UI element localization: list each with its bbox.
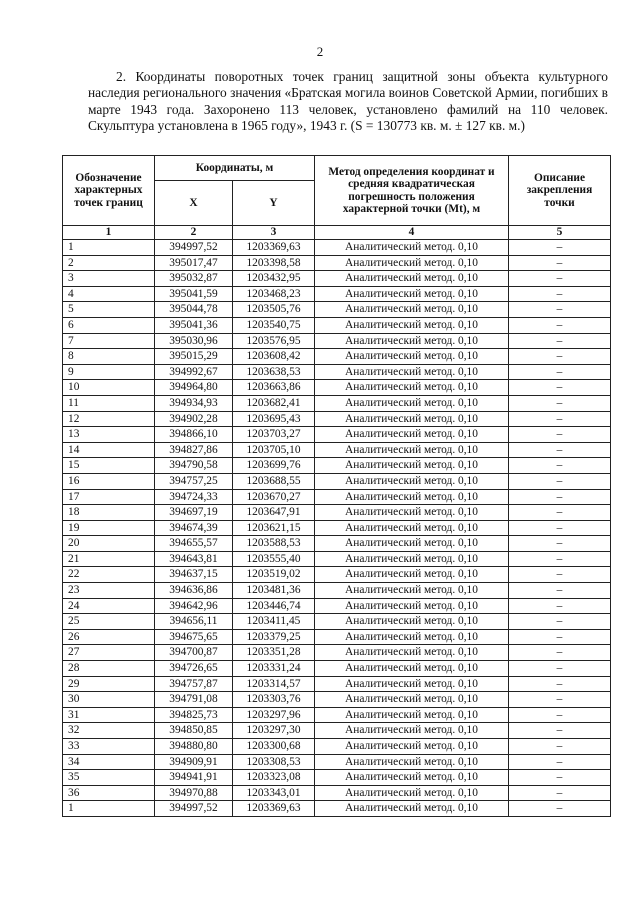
point-cell: 10 (63, 380, 155, 396)
column-number-2: 2 (155, 226, 233, 240)
point-cell: 11 (63, 395, 155, 411)
x-cell: 394902,28 (155, 411, 233, 427)
y-cell: 1203688,55 (233, 473, 315, 489)
y-cell: 1203621,15 (233, 520, 315, 536)
x-cell: 394825,73 (155, 707, 233, 723)
x-cell: 394827,86 (155, 442, 233, 458)
column-number-4: 4 (315, 226, 509, 240)
header-method: Метод определения координат и средняя квадратическая погрешность положения характерной точки (Mt), м (315, 156, 509, 226)
point-cell: 4 (63, 286, 155, 302)
x-cell: 394726,65 (155, 661, 233, 677)
x-cell: 394655,57 (155, 536, 233, 552)
y-cell: 1203314,57 (233, 676, 315, 692)
y-cell: 1203695,43 (233, 411, 315, 427)
table-row (63, 739, 611, 755)
table-row (63, 255, 611, 271)
description-cell: – (509, 692, 611, 708)
table-row (63, 770, 611, 786)
point-cell: 33 (63, 739, 155, 755)
table-row (63, 723, 611, 739)
description-cell: – (509, 395, 611, 411)
point-cell: 24 (63, 598, 155, 614)
method-cell: Аналитический метод. 0,10 (315, 707, 509, 723)
table-row (63, 411, 611, 427)
method-cell: Аналитический метод. 0,10 (315, 317, 509, 333)
y-cell: 1203297,96 (233, 707, 315, 723)
point-cell: 16 (63, 473, 155, 489)
x-cell: 394941,91 (155, 770, 233, 786)
x-cell: 394674,39 (155, 520, 233, 536)
y-cell: 1203663,86 (233, 380, 315, 396)
point-cell: 22 (63, 567, 155, 583)
point-cell: 31 (63, 707, 155, 723)
y-cell: 1203505,76 (233, 302, 315, 318)
y-cell: 1203699,76 (233, 458, 315, 474)
table-row (63, 692, 611, 708)
method-cell: Аналитический метод. 0,10 (315, 427, 509, 443)
y-cell: 1203705,10 (233, 442, 315, 458)
method-cell: Аналитический метод. 0,10 (315, 255, 509, 271)
point-cell: 25 (63, 614, 155, 630)
table-row (63, 458, 611, 474)
y-cell: 1203703,27 (233, 427, 315, 443)
y-cell: 1203540,75 (233, 317, 315, 333)
method-cell: Аналитический метод. 0,10 (315, 271, 509, 287)
point-cell: 12 (63, 411, 155, 427)
description-cell: – (509, 567, 611, 583)
x-cell: 394997,52 (155, 801, 233, 817)
point-cell: 14 (63, 442, 155, 458)
method-cell: Аналитический метод. 0,10 (315, 567, 509, 583)
description-cell: – (509, 676, 611, 692)
x-cell: 394637,15 (155, 567, 233, 583)
point-cell: 8 (63, 349, 155, 365)
column-number-1: 1 (63, 226, 155, 240)
table-row (63, 614, 611, 630)
method-cell: Аналитический метод. 0,10 (315, 754, 509, 770)
table-row (63, 317, 611, 333)
method-cell: Аналитический метод. 0,10 (315, 473, 509, 489)
table-row (63, 645, 611, 661)
header-x: X (155, 181, 233, 226)
x-cell: 394934,93 (155, 395, 233, 411)
x-cell: 394880,80 (155, 739, 233, 755)
method-cell: Аналитический метод. 0,10 (315, 442, 509, 458)
method-cell: Аналитический метод. 0,10 (315, 536, 509, 552)
table-row (63, 661, 611, 677)
description-cell: – (509, 739, 611, 755)
description-cell: – (509, 551, 611, 567)
point-cell: 18 (63, 505, 155, 521)
header-description: Описание закрепления точки (509, 156, 611, 226)
point-cell: 29 (63, 676, 155, 692)
x-cell: 394866,10 (155, 427, 233, 443)
point-cell: 1 (63, 240, 155, 256)
column-number-5: 5 (509, 226, 611, 240)
x-cell: 395032,87 (155, 271, 233, 287)
x-cell: 395030,96 (155, 333, 233, 349)
y-cell: 1203446,74 (233, 598, 315, 614)
point-cell: 7 (63, 333, 155, 349)
description-cell: – (509, 380, 611, 396)
y-cell: 1203369,63 (233, 801, 315, 817)
point-cell: 17 (63, 489, 155, 505)
y-cell: 1203323,08 (233, 770, 315, 786)
method-cell: Аналитический метод. 0,10 (315, 302, 509, 318)
point-cell: 30 (63, 692, 155, 708)
x-cell: 394909,91 (155, 754, 233, 770)
table-row (63, 754, 611, 770)
description-cell: – (509, 754, 611, 770)
method-cell: Аналитический метод. 0,10 (315, 395, 509, 411)
y-cell: 1203647,91 (233, 505, 315, 521)
description-cell: – (509, 458, 611, 474)
method-cell: Аналитический метод. 0,10 (315, 801, 509, 817)
x-cell: 395015,29 (155, 349, 233, 365)
method-cell: Аналитический метод. 0,10 (315, 520, 509, 536)
table-row (63, 707, 611, 723)
column-number-3: 3 (233, 226, 315, 240)
method-cell: Аналитический метод. 0,10 (315, 614, 509, 630)
y-cell: 1203351,28 (233, 645, 315, 661)
table-row (63, 676, 611, 692)
description-cell: – (509, 442, 611, 458)
description-cell: – (509, 271, 611, 287)
table-row (63, 567, 611, 583)
page-number: 2 (316, 44, 324, 59)
method-cell: Аналитический метод. 0,10 (315, 770, 509, 786)
x-cell: 394790,58 (155, 458, 233, 474)
y-cell: 1203411,45 (233, 614, 315, 630)
description-cell: – (509, 536, 611, 552)
table-row (63, 801, 611, 817)
y-cell: 1203588,53 (233, 536, 315, 552)
table-row (63, 364, 611, 380)
x-cell: 394992,67 (155, 364, 233, 380)
point-cell: 13 (63, 427, 155, 443)
method-cell: Аналитический метод. 0,10 (315, 551, 509, 567)
x-cell: 394675,65 (155, 629, 233, 645)
table-header (63, 156, 611, 240)
table-row (63, 489, 611, 505)
method-cell: Аналитический метод. 0,10 (315, 723, 509, 739)
y-cell: 1203638,53 (233, 364, 315, 380)
description-cell: – (509, 785, 611, 801)
point-cell: 6 (63, 317, 155, 333)
x-cell: 395044,78 (155, 302, 233, 318)
point-cell: 28 (63, 661, 155, 677)
table-row (63, 536, 611, 552)
description-cell: – (509, 317, 611, 333)
x-cell: 394850,85 (155, 723, 233, 739)
table-row (63, 583, 611, 599)
y-cell: 1203300,68 (233, 739, 315, 755)
point-cell: 27 (63, 645, 155, 661)
x-cell: 394970,88 (155, 785, 233, 801)
table-row (63, 349, 611, 365)
method-cell: Аналитический метод. 0,10 (315, 583, 509, 599)
method-cell: Аналитический метод. 0,10 (315, 380, 509, 396)
description-cell: – (509, 240, 611, 256)
table-row (63, 505, 611, 521)
y-cell: 1203331,24 (233, 661, 315, 677)
table-row (63, 427, 611, 443)
table-row (63, 629, 611, 645)
x-cell: 395041,36 (155, 317, 233, 333)
description-cell: – (509, 505, 611, 521)
point-cell: 32 (63, 723, 155, 739)
point-cell: 15 (63, 458, 155, 474)
method-cell: Аналитический метод. 0,10 (315, 411, 509, 427)
point-cell: 9 (63, 364, 155, 380)
description-cell: – (509, 629, 611, 645)
point-cell: 5 (63, 302, 155, 318)
y-cell: 1203308,53 (233, 754, 315, 770)
description-cell: – (509, 473, 611, 489)
point-cell: 3 (63, 271, 155, 287)
description-cell: – (509, 349, 611, 365)
table-row (63, 598, 611, 614)
table-body (63, 240, 611, 817)
description-cell: – (509, 614, 611, 630)
method-cell: Аналитический метод. 0,10 (315, 676, 509, 692)
x-cell: 394656,11 (155, 614, 233, 630)
method-cell: Аналитический метод. 0,10 (315, 333, 509, 349)
table-row (63, 551, 611, 567)
description-cell: – (509, 302, 611, 318)
point-cell: 23 (63, 583, 155, 599)
description-cell: – (509, 661, 611, 677)
description-cell: – (509, 801, 611, 817)
method-cell: Аналитический метод. 0,10 (315, 598, 509, 614)
header-coordinates: Координаты, м (155, 156, 315, 181)
method-cell: Аналитический метод. 0,10 (315, 458, 509, 474)
method-cell: Аналитический метод. 0,10 (315, 489, 509, 505)
y-cell: 1203682,41 (233, 395, 315, 411)
y-cell: 1203519,02 (233, 567, 315, 583)
description-cell: – (509, 364, 611, 380)
x-cell: 394643,81 (155, 551, 233, 567)
y-cell: 1203670,27 (233, 489, 315, 505)
method-cell: Аналитический метод. 0,10 (315, 629, 509, 645)
point-cell: 2 (63, 255, 155, 271)
point-cell: 35 (63, 770, 155, 786)
y-cell: 1203398,58 (233, 255, 315, 271)
method-cell: Аналитический метод. 0,10 (315, 364, 509, 380)
method-cell: Аналитический метод. 0,10 (315, 692, 509, 708)
y-cell: 1203481,36 (233, 583, 315, 599)
x-cell: 394636,86 (155, 583, 233, 599)
description-cell: – (509, 411, 611, 427)
header-designation: Обозначение характерных точек границ (63, 156, 155, 226)
y-cell: 1203555,40 (233, 551, 315, 567)
description-cell: – (509, 333, 611, 349)
x-cell: 394697,19 (155, 505, 233, 521)
table-row (63, 442, 611, 458)
point-cell: 26 (63, 629, 155, 645)
method-cell: Аналитический метод. 0,10 (315, 739, 509, 755)
description-cell: – (509, 255, 611, 271)
description-cell: – (509, 723, 611, 739)
method-cell: Аналитический метод. 0,10 (315, 645, 509, 661)
description-cell: – (509, 427, 611, 443)
table-row (63, 785, 611, 801)
method-cell: Аналитический метод. 0,10 (315, 286, 509, 302)
method-cell: Аналитический метод. 0,10 (315, 240, 509, 256)
header-y: Y (233, 181, 315, 226)
method-cell: Аналитический метод. 0,10 (315, 505, 509, 521)
y-cell: 1203576,95 (233, 333, 315, 349)
y-cell: 1203343,01 (233, 785, 315, 801)
y-cell: 1203468,23 (233, 286, 315, 302)
coordinates-table (62, 155, 611, 817)
table-row (63, 333, 611, 349)
x-cell: 395041,59 (155, 286, 233, 302)
table-row (63, 395, 611, 411)
description-cell: – (509, 489, 611, 505)
x-cell: 395017,47 (155, 255, 233, 271)
table-row (63, 380, 611, 396)
y-cell: 1203303,76 (233, 692, 315, 708)
x-cell: 394997,52 (155, 240, 233, 256)
x-cell: 394724,33 (155, 489, 233, 505)
x-cell: 394757,87 (155, 676, 233, 692)
point-cell: 21 (63, 551, 155, 567)
table-row (63, 271, 611, 287)
x-cell: 394791,08 (155, 692, 233, 708)
method-cell: Аналитический метод. 0,10 (315, 785, 509, 801)
y-cell: 1203297,30 (233, 723, 315, 739)
x-cell: 394700,87 (155, 645, 233, 661)
table-row (63, 473, 611, 489)
y-cell: 1203379,25 (233, 629, 315, 645)
description-cell: – (509, 520, 611, 536)
y-cell: 1203608,42 (233, 349, 315, 365)
description-cell: – (509, 770, 611, 786)
intro-text: 2. Координаты поворотных точек границ защитной зоны объекта культурного наследия регионального значения «Братская могила воинов Советской Армии, погибших в марте 1943 года. Захоронено 113 человек, установлено фамилий на 110 человек. Скульптура установлена в 1965 году», 1943 г. (S = 130773 кв. м. ± 127 кв. м.) (88, 69, 608, 133)
point-cell: 19 (63, 520, 155, 536)
description-cell: – (509, 286, 611, 302)
description-cell: – (509, 707, 611, 723)
x-cell: 394964,80 (155, 380, 233, 396)
y-cell: 1203432,95 (233, 271, 315, 287)
point-cell: 36 (63, 785, 155, 801)
point-cell: 34 (63, 754, 155, 770)
method-cell: Аналитический метод. 0,10 (315, 349, 509, 365)
method-cell: Аналитический метод. 0,10 (315, 661, 509, 677)
table-row (63, 302, 611, 318)
description-cell: – (509, 645, 611, 661)
description-cell: – (509, 583, 611, 599)
table-row (63, 286, 611, 302)
x-cell: 394757,25 (155, 473, 233, 489)
y-cell: 1203369,63 (233, 240, 315, 256)
point-cell: 20 (63, 536, 155, 552)
table-row (63, 520, 611, 536)
x-cell: 394642,96 (155, 598, 233, 614)
intro-paragraph (88, 69, 608, 134)
table-row (63, 240, 611, 256)
point-cell: 1 (63, 801, 155, 817)
description-cell: – (509, 598, 611, 614)
